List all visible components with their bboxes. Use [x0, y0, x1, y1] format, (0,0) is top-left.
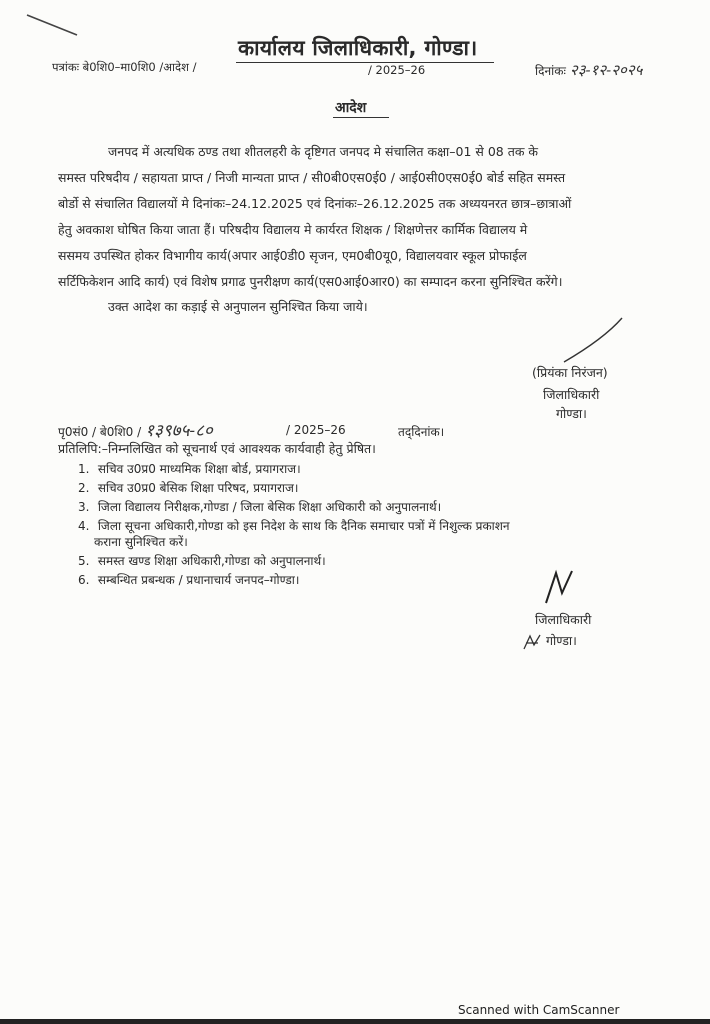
scanner-watermark: Scanned with CamScanner — [458, 1003, 620, 1017]
pen-mark-icon — [25, 11, 85, 41]
date-label: दिनांकः — [535, 64, 566, 78]
date-block — [535, 60, 642, 80]
handwritten-date: २३-१२-२०२५ — [569, 61, 643, 79]
order-heading: आदेश — [335, 100, 367, 116]
title-underline — [236, 62, 494, 63]
endorsement-prefix: पृ0सं0 / बे0शि0 / — [58, 425, 142, 439]
list-item-number: 2. — [78, 481, 90, 495]
list-item-text: सचिव उ0प्र0 माध्यमिक शिक्षा बोर्ड, प्रयागराज। — [97, 462, 301, 476]
signatory-name: (प्रियंका निरंजन) — [532, 365, 608, 380]
endorsement-date-label: तद्‌दिनांक। — [398, 425, 445, 439]
list-item — [78, 498, 441, 515]
office-title: कार्यालय जिलाधिकारी, गोण्डा। — [238, 36, 478, 60]
signatory-district: गोण्डा। — [556, 406, 587, 421]
handwritten-ref-number: १३९७५-८० — [145, 421, 213, 441]
list-item — [78, 571, 299, 588]
list-item-text: जिला विद्यालय निरीक्षक,गोण्डा / जिला बेसिक शिक्षा अधिकारी को अनुपालनार्थ। — [97, 500, 442, 514]
endorsement-year: / 2025–26 — [286, 423, 346, 437]
reference-year: / 2025–26 — [368, 63, 426, 77]
copy-intro: प्रतिलिपि:–निम्नलिखित को सूचनार्थ एवं आवश्यक कार्यवाही हेतु प्रेषित। — [58, 441, 376, 456]
list-item — [78, 479, 298, 496]
body-line-5: ससमय उपस्थित होकर विभागीय कार्य(अपार आई0डी0 सृजन, एम0बी0यू0, विद्यालयवार स्कूल प्रोफाईल — [58, 248, 527, 263]
list-item-number: 3. — [78, 500, 90, 514]
list-item-text: सचिव उ0प्र0 बेसिक शिक्षा परिषद, प्रयागराज। — [97, 481, 299, 495]
endorsement-reference — [58, 418, 217, 441]
list-item-number: 4. — [78, 519, 90, 533]
body-line-1: जनपद में अत्यधिक ठण्ड तथा शीतलहरी के दृष्टिगत जनपद मे संचालित कक्षा–01 से 08 तक के — [108, 144, 539, 159]
body-line-2: समस्त परिषदीय / सहायता प्राप्त / निजी मान्यता प्राप्त / सी0बी0एस0ई0 / आई0सी0एस0ई0 बोर्ड सहित समस्त — [58, 170, 566, 185]
list-item — [78, 460, 301, 477]
list-item — [78, 517, 510, 534]
signature-mark — [560, 316, 630, 366]
list-item-text: समस्त खण्ड शिक्षा अधिकारी,गोण्डा को अनुपालनार्थ। — [97, 554, 326, 568]
list-item-number: 6. — [78, 573, 90, 587]
small-initials-icon — [522, 633, 542, 651]
signatory-designation: जिलाधिकारी — [543, 387, 600, 402]
list-item-number: 1. — [78, 462, 90, 476]
initials-mark — [538, 567, 578, 607]
closing-line: उक्त आदेश का कड़ाई से अनुपालन सुनिश्चित किया जाये। — [108, 299, 368, 314]
body-line-4: हेतु अवकाश घोषित किया जाता हैं। परिषदीय विद्यालय मे कार्यरत शिक्षक / शिक्षणेत्तर कार्मिक विद्यालय मे — [58, 222, 528, 237]
list-item-text: सम्बन्धित प्रबन्धक / प्रधानाचार्य जनपद–गोण्डा। — [97, 573, 300, 587]
body-line-3: बोर्डो से संचालित विद्यालयों मे दिनांकः–24.12.2025 एवं दिनांकः–26.12.2025 तक अध्ययनरत छात्र–छात्राओं — [58, 196, 572, 211]
second-signatory-designation: जिलाधिकारी — [535, 612, 592, 627]
list-item-text: जिला सूचना अधिकारी,गोण्डा को इस निदेश के साथ कि दैनिक समाचार पत्रों में निशुल्क प्रकाशन — [97, 519, 510, 533]
heading-underline — [333, 117, 389, 118]
second-signatory-district-text: गोण्डा। — [545, 633, 577, 648]
list-item-continuation: कराना सुनिश्चित करें। — [94, 535, 188, 549]
list-item — [78, 552, 326, 569]
reference-number: पत्रांकः बे0शि0–मा0शि0 /आदेश / — [52, 60, 197, 74]
list-item-number: 5. — [78, 554, 90, 568]
second-signatory-district — [522, 632, 577, 651]
body-line-6: सर्टिफिकेशन आदि कार्य) एवं विशेष प्रगाढ पुनरीक्षण कार्य(एस0आई0आर0) का सम्पादन करना सुनिश्चित करेंगे। — [58, 274, 563, 289]
bottom-edge — [0, 1019, 710, 1024]
